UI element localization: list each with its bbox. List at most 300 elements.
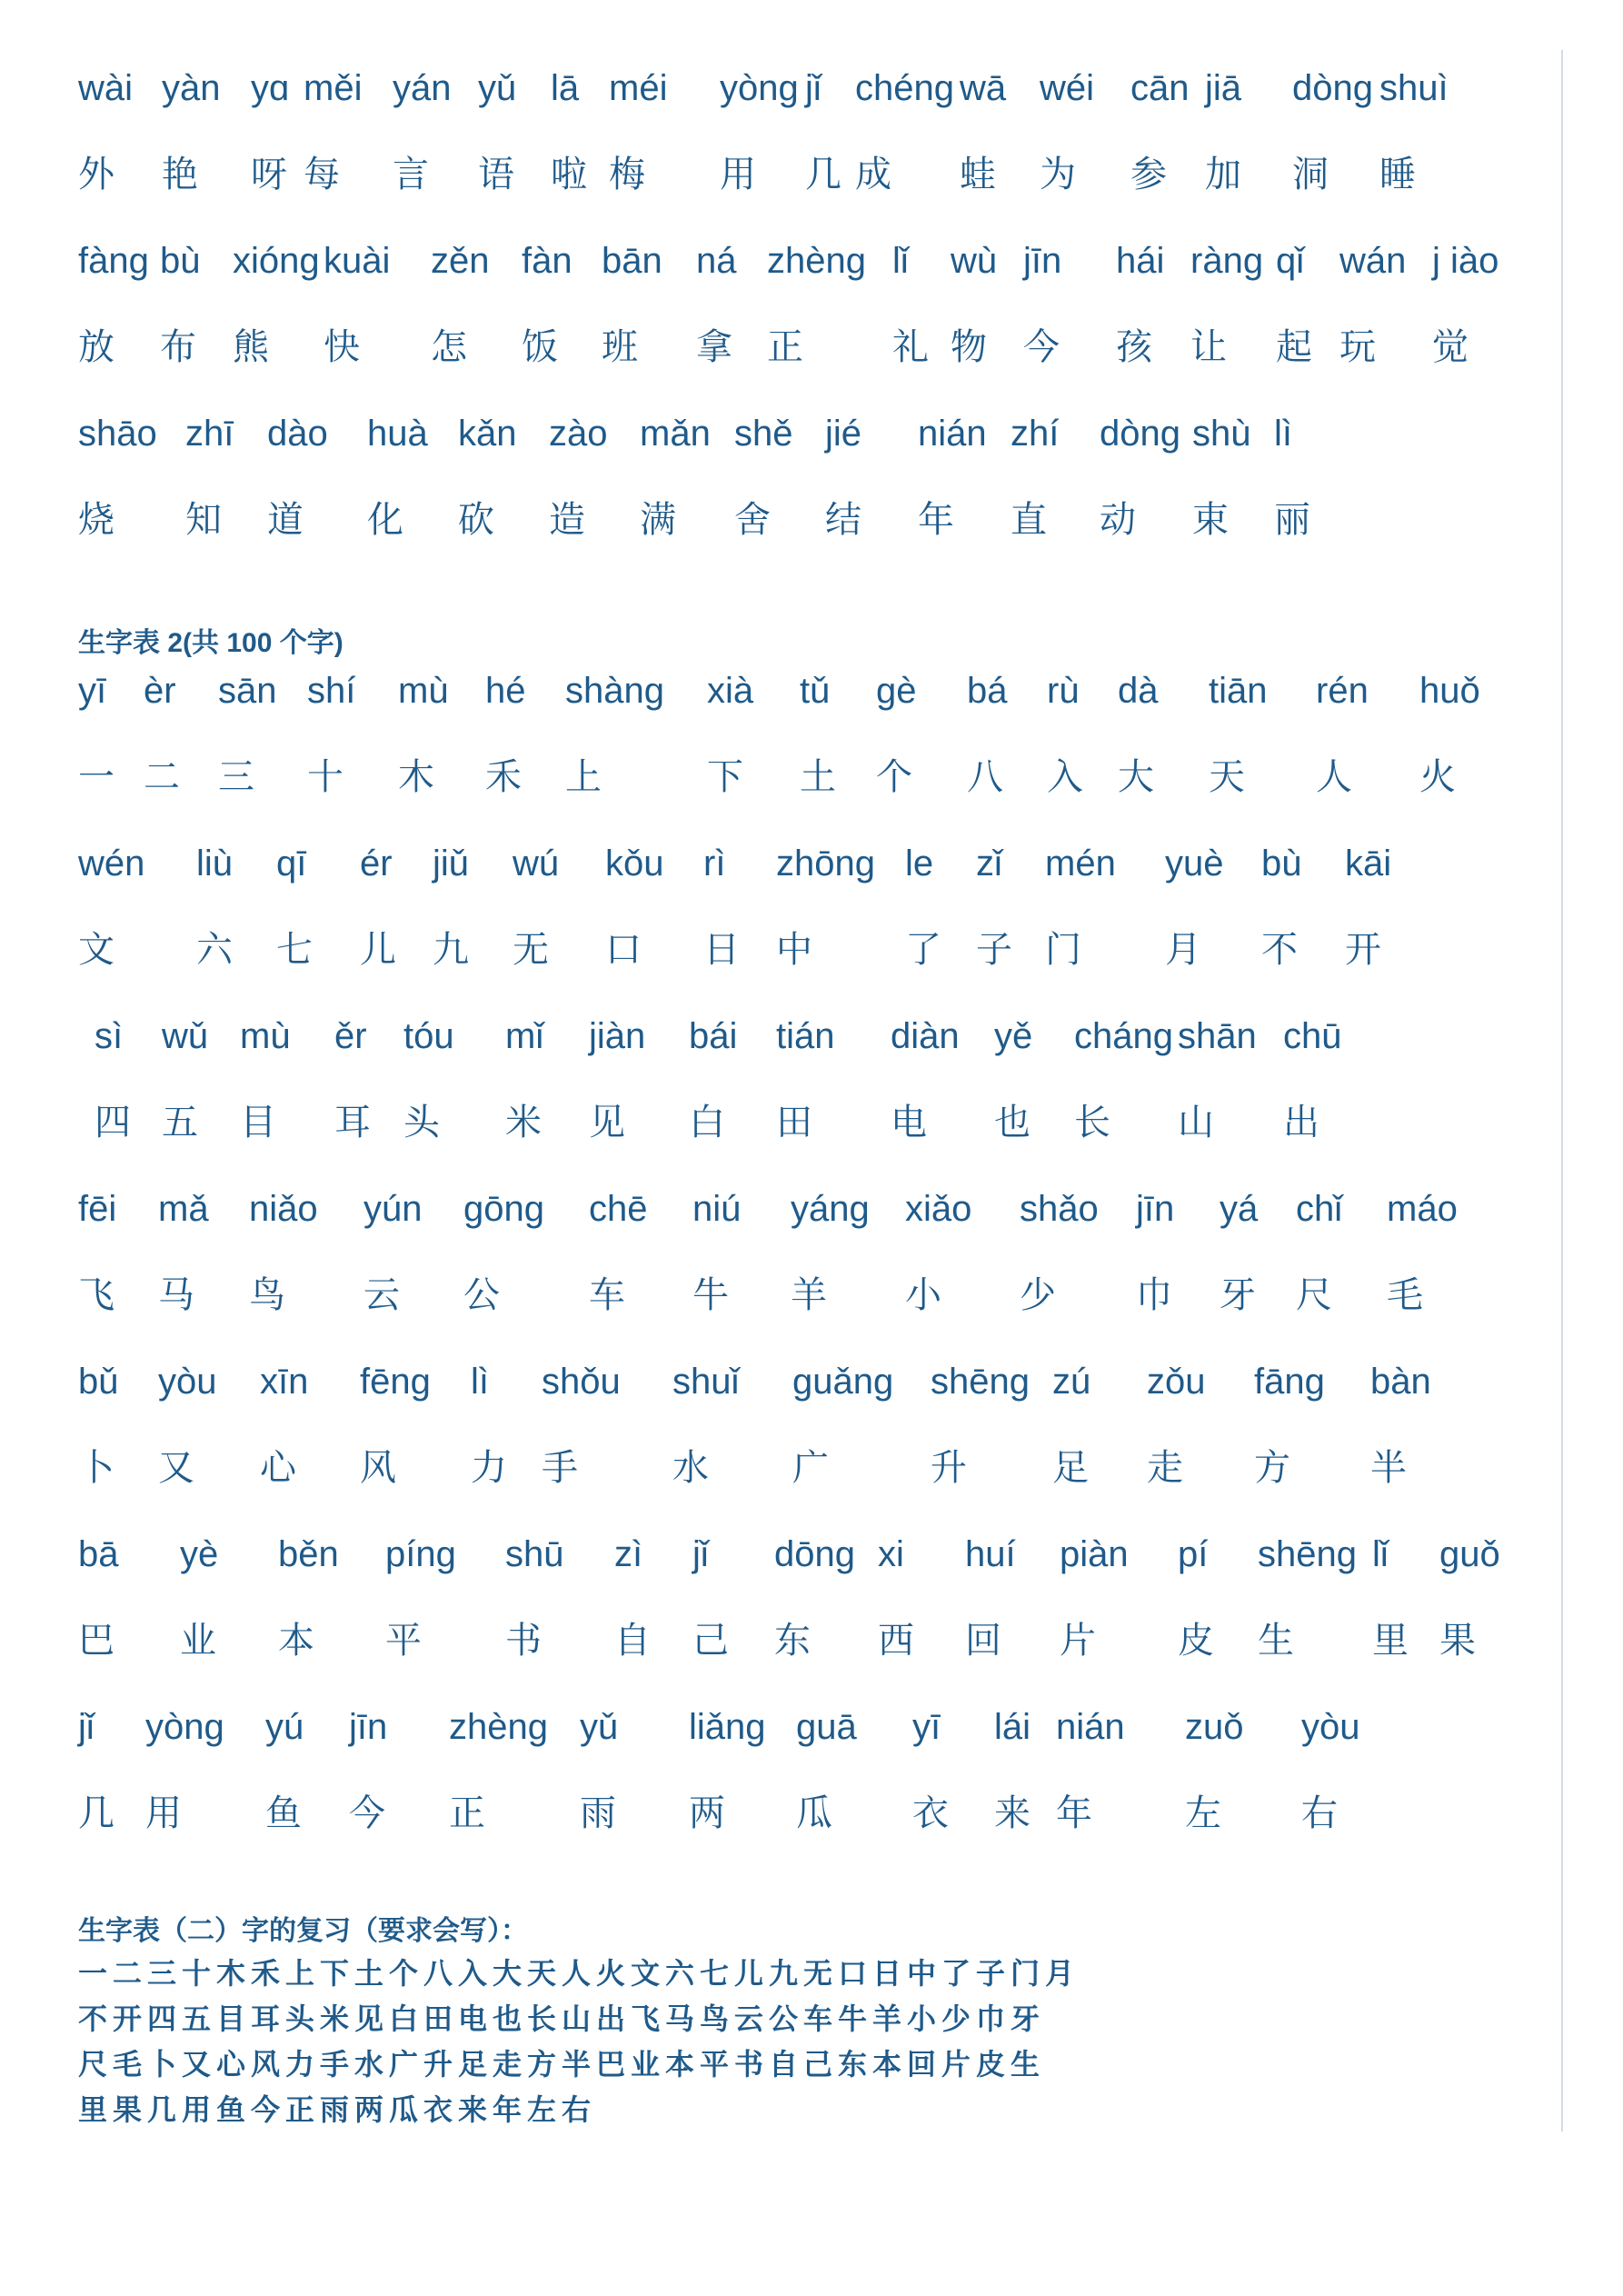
hanzi-character: 牛 <box>692 1274 729 1316</box>
hanzi-character: 束 <box>1192 499 1229 541</box>
hanzi-character: 今 <box>349 1792 385 1834</box>
hanzi-character: 见 <box>589 1102 625 1143</box>
pinyin-syllable: yè <box>180 1534 219 1574</box>
hanzi-character: 下 <box>707 756 743 798</box>
pinyin-syllable: wán <box>1339 241 1407 281</box>
hanzi-row <box>78 1771 1550 1857</box>
pinyin-syllable: zhí <box>1011 414 1060 454</box>
hanzi-character: 放 <box>78 326 115 368</box>
review-line: 一二三十木禾上下土个八入大天人火文六七儿九无口日中了子门月 <box>78 1956 1080 1991</box>
hanzi-character: 大 <box>1118 756 1154 798</box>
section-2-heading: 生字表 2(共 100 个字) <box>78 628 344 658</box>
pinyin-syllable: jǐ <box>692 1534 709 1574</box>
hanzi-character: 梅 <box>609 154 645 195</box>
pinyin-syllable: yú <box>265 1707 304 1747</box>
hanzi-character: 生 <box>1258 1620 1294 1662</box>
pinyin-syllable: wù <box>951 241 998 281</box>
pinyin-syllable: xióng <box>233 241 320 281</box>
hanzi-character: 班 <box>602 326 638 368</box>
hanzi-character: 三 <box>218 756 254 798</box>
hanzi-character: 四 <box>95 1102 131 1143</box>
hanzi-character: 羊 <box>791 1274 827 1316</box>
hanzi-character: 己 <box>692 1620 729 1662</box>
hanzi-character: 方 <box>1254 1447 1290 1489</box>
pinyin-syllable: měi <box>304 68 363 108</box>
pinyin-syllable: qǐ <box>1276 241 1305 281</box>
hanzi-character: 满 <box>640 499 676 541</box>
pinyin-syllable: ér <box>360 844 393 883</box>
pinyin-syllable: zhī <box>185 414 234 454</box>
pinyin-syllable: wǔ <box>162 1016 209 1056</box>
hanzi-character: 饭 <box>522 326 558 368</box>
pinyin-row <box>78 45 1550 132</box>
hanzi-character: 年 <box>918 499 954 541</box>
hanzi-character: 片 <box>1060 1620 1096 1662</box>
pinyin-row <box>78 821 1550 907</box>
hanzi-row <box>78 1598 1550 1684</box>
hanzi-character: 力 <box>471 1447 507 1489</box>
hanzi-character: 结 <box>825 499 861 541</box>
hanzi-character: 又 <box>158 1447 194 1489</box>
pinyin-syllable: cān <box>1130 68 1190 108</box>
pinyin-syllable: yòng <box>145 1707 224 1747</box>
pinyin-syllable: cháng <box>1074 1016 1173 1056</box>
pinyin-syllable: chū <box>1283 1016 1342 1056</box>
hanzi-character: 卜 <box>78 1447 115 1489</box>
pinyin-syllable: zǒu <box>1147 1362 1206 1402</box>
hanzi-character: 升 <box>931 1447 967 1489</box>
pinyin-syllable: hé <box>485 671 526 711</box>
hanzi-character: 飞 <box>78 1274 115 1316</box>
pinyin-syllable: bù <box>160 241 201 281</box>
hanzi-character: 入 <box>1047 756 1083 798</box>
hanzi-character: 田 <box>776 1102 812 1143</box>
hanzi-character: 成 <box>855 154 891 195</box>
pinyin-syllable: niú <box>692 1189 742 1229</box>
pinyin-syllable: huí <box>965 1534 1016 1574</box>
pinyin-syllable: yáng <box>791 1189 870 1229</box>
pinyin-syllable: yòu <box>158 1362 217 1402</box>
hanzi-character: 呀 <box>251 154 287 195</box>
pinyin-syllable: bá <box>967 671 1008 711</box>
pinyin-syllable: shàng <box>565 671 664 711</box>
pinyin-row <box>78 391 1550 477</box>
hanzi-character: 了 <box>905 929 941 971</box>
hanzi-row <box>78 304 1550 391</box>
review-line: 不开四五目耳头米见白田电也长山出飞马鸟云公车牛羊小少巾牙 <box>78 2002 1046 2036</box>
pinyin-row <box>78 1166 1550 1253</box>
pinyin-syllable: mén <box>1045 844 1116 883</box>
pinyin-syllable: tián <box>776 1016 835 1056</box>
hanzi-character: 为 <box>1040 154 1076 195</box>
pinyin-syllable: bān <box>602 241 662 281</box>
hanzi-character: 鱼 <box>265 1792 302 1834</box>
pinyin-syllable: tóu <box>403 1016 454 1056</box>
hanzi-character: 少 <box>1020 1274 1056 1316</box>
hanzi-character: 白 <box>689 1102 725 1143</box>
hanzi-character: 知 <box>185 499 222 541</box>
hanzi-character: 直 <box>1011 499 1047 541</box>
pinyin-syllable: lā <box>551 68 580 108</box>
pinyin-syllable: mǎ <box>158 1189 209 1229</box>
pinyin-syllable: pí <box>1178 1534 1209 1574</box>
pinyin-syllable: nián <box>918 414 987 454</box>
hanzi-character: 巾 <box>1136 1274 1172 1316</box>
pinyin-syllable: wā <box>960 68 1007 108</box>
hanzi-character: 公 <box>463 1274 500 1316</box>
pinyin-syllable: kāi <box>1345 844 1392 883</box>
hanzi-character: 巴 <box>78 1620 115 1662</box>
hanzi-character: 雨 <box>580 1792 616 1834</box>
review-line: 里果几用鱼今正雨两瓜衣来年左右 <box>78 2092 597 2127</box>
pinyin-syllable: j iào <box>1432 241 1499 281</box>
pinyin-syllable: zhōng <box>776 844 875 883</box>
review-line: 尺毛卜又心风力手水广升足走方半巴业本平书自己东本回片皮生 <box>78 2047 1046 2081</box>
hanzi-character: 蛙 <box>960 154 996 195</box>
pinyin-syllable: shí <box>307 671 356 711</box>
hanzi-character: 孩 <box>1116 326 1152 368</box>
hanzi-character: 礼 <box>892 326 929 368</box>
pinyin-syllable: guǎng <box>792 1362 894 1402</box>
hanzi-character: 无 <box>513 929 549 971</box>
hanzi-character: 舍 <box>734 499 771 541</box>
pinyin-syllable: rì <box>703 844 726 883</box>
hanzi-character: 几 <box>78 1792 115 1834</box>
pinyin-row <box>78 648 1550 734</box>
pinyin-syllable: běn <box>278 1534 339 1574</box>
pinyin-syllable: máo <box>1387 1189 1458 1229</box>
hanzi-character: 口 <box>605 929 642 971</box>
hanzi-character: 言 <box>393 154 429 195</box>
hanzi-character: 语 <box>478 154 514 195</box>
hanzi-character: 丽 <box>1274 499 1310 541</box>
page-edge-rule <box>1561 50 1563 2131</box>
hanzi-character: 左 <box>1185 1792 1221 1834</box>
hanzi-character: 加 <box>1205 154 1241 195</box>
hanzi-character: 十 <box>307 756 344 798</box>
hanzi-character: 砍 <box>458 499 494 541</box>
hanzi-character: 长 <box>1074 1102 1110 1143</box>
pinyin-syllable: shēng <box>931 1362 1030 1402</box>
hanzi-character: 用 <box>720 154 756 195</box>
hanzi-character: 化 <box>367 499 403 541</box>
pinyin-syllable: jǐ <box>78 1707 95 1747</box>
pinyin-syllable: bǔ <box>78 1362 119 1402</box>
hanzi-character: 用 <box>145 1792 182 1834</box>
pinyin-syllable: huǒ <box>1419 671 1480 711</box>
hanzi-character: 觉 <box>1432 326 1469 368</box>
pinyin-syllable: zào <box>549 414 608 454</box>
hanzi-character: 车 <box>589 1274 625 1316</box>
pinyin-syllable: liǎng <box>689 1707 766 1747</box>
hanzi-character: 布 <box>160 326 196 368</box>
pinyin-row <box>78 1684 1550 1771</box>
hanzi-row <box>78 1080 1550 1166</box>
pinyin-syllable: wài <box>78 68 134 108</box>
hanzi-character: 造 <box>549 499 585 541</box>
hanzi-character: 马 <box>158 1274 194 1316</box>
hanzi-character: 玩 <box>1339 326 1376 368</box>
hanzi-character: 皮 <box>1178 1620 1214 1662</box>
hanzi-character: 西 <box>878 1620 914 1662</box>
hanzi-character: 水 <box>672 1447 709 1489</box>
hanzi-character: 洞 <box>1292 154 1329 195</box>
pinyin-syllable: jié <box>825 414 862 454</box>
pinyin-syllable: zhèng <box>449 1707 548 1747</box>
hanzi-character: 个 <box>876 756 912 798</box>
review-heading: 生字表（二）字的复习（要求会写）： <box>78 1916 528 1946</box>
pinyin-syllable: fēng <box>360 1362 431 1402</box>
pinyin-syllable: gōng <box>463 1189 544 1229</box>
hanzi-character: 小 <box>905 1274 941 1316</box>
hanzi-character: 门 <box>1045 929 1081 971</box>
hanzi-character: 天 <box>1209 756 1245 798</box>
hanzi-character: 山 <box>1178 1102 1214 1143</box>
hanzi-character: 月 <box>1165 929 1201 971</box>
hanzi-character: 熊 <box>233 326 269 368</box>
hanzi-row <box>78 734 1550 821</box>
pinyin-syllable: jīn <box>349 1707 388 1747</box>
pinyin-syllable: mǐ <box>505 1016 544 1056</box>
hanzi-character: 来 <box>994 1792 1031 1834</box>
pinyin-syllable: yá <box>1220 1189 1259 1229</box>
hanzi-character: 火 <box>1419 756 1456 798</box>
hanzi-character: 目 <box>240 1102 276 1143</box>
pinyin-syllable: kǎn <box>458 414 517 454</box>
hanzi-character: 五 <box>162 1102 198 1143</box>
pinyin-syllable: fēi <box>78 1189 117 1229</box>
hanzi-character: 足 <box>1052 1447 1089 1489</box>
pinyin-syllable: xià <box>707 671 754 711</box>
pinyin-syllable: méi <box>609 68 668 108</box>
hanzi-row <box>78 1425 1550 1512</box>
pinyin-syllable: zǐ <box>976 844 1002 883</box>
hanzi-character: 云 <box>363 1274 400 1316</box>
pinyin-syllable: lǐ <box>1372 1534 1389 1574</box>
pinyin-syllable: shǒu <box>542 1362 621 1402</box>
pinyin-syllable: èr <box>144 671 176 711</box>
pinyin-syllable: sì <box>95 1016 124 1056</box>
hanzi-character: 禾 <box>485 756 522 798</box>
hanzi-character: 物 <box>951 326 987 368</box>
hanzi-character: 半 <box>1370 1447 1407 1489</box>
hanzi-character: 快 <box>324 326 360 368</box>
pinyin-row <box>78 993 1550 1080</box>
hanzi-character: 六 <box>196 929 233 971</box>
hanzi-character: 上 <box>565 756 602 798</box>
pinyin-syllable: ěr <box>334 1016 367 1056</box>
pinyin-syllable: jīn <box>1023 241 1062 281</box>
hanzi-character: 八 <box>967 756 1003 798</box>
hanzi-row <box>78 132 1550 218</box>
hanzi-character: 鸟 <box>249 1274 285 1316</box>
hanzi-character: 外 <box>78 154 115 195</box>
hanzi-character: 动 <box>1100 499 1136 541</box>
pinyin-syllable: jǐ <box>805 68 821 108</box>
hanzi-character: 怎 <box>431 326 467 368</box>
hanzi-character: 不 <box>1261 929 1298 971</box>
hanzi-character: 艳 <box>162 154 198 195</box>
pinyin-syllable: lǐ <box>892 241 909 281</box>
hanzi-character: 木 <box>398 756 434 798</box>
pinyin-syllable: bù <box>1261 844 1302 883</box>
hanzi-character: 年 <box>1056 1792 1092 1834</box>
pinyin-syllable: zhèng <box>767 241 866 281</box>
pinyin-syllable: yuè <box>1165 844 1224 883</box>
pinyin-syllable: chéng <box>855 68 954 108</box>
pinyin-syllable: yī <box>912 1707 941 1747</box>
pinyin-syllable: shū <box>505 1534 564 1574</box>
pinyin-syllable: zuǒ <box>1185 1707 1244 1747</box>
pinyin-syllable: shǎo <box>1020 1189 1099 1229</box>
hanzi-character: 中 <box>776 929 812 971</box>
pinyin-syllable: wén <box>78 844 145 883</box>
pinyin-syllable: sān <box>218 671 277 711</box>
pinyin-syllable: shān <box>1178 1016 1257 1056</box>
hanzi-character: 里 <box>1372 1620 1409 1662</box>
pinyin-syllable: lì <box>471 1362 489 1402</box>
pinyin-syllable: fàng <box>78 241 149 281</box>
hanzi-character: 二 <box>144 756 180 798</box>
pinyin-syllable: dòng <box>1100 414 1180 454</box>
pinyin-syllable: mù <box>398 671 449 711</box>
pinyin-syllable: ná <box>696 241 737 281</box>
pinyin-syllable: yě <box>994 1016 1033 1056</box>
pinyin-syllable: shuǐ <box>672 1362 740 1402</box>
hanzi-character: 拿 <box>696 326 732 368</box>
hanzi-character: 开 <box>1345 929 1381 971</box>
pinyin-syllable: guǒ <box>1439 1534 1500 1574</box>
hanzi-character: 几 <box>805 154 841 195</box>
pinyin-row <box>78 1339 1550 1425</box>
hanzi-character: 电 <box>891 1102 927 1143</box>
hanzi-character: 子 <box>976 929 1012 971</box>
pinyin-syllable: wú <box>513 844 560 883</box>
pinyin-syllable: yán <box>393 68 452 108</box>
hanzi-character: 毛 <box>1387 1274 1423 1316</box>
pinyin-syllable: rén <box>1316 671 1369 711</box>
hanzi-character: 出 <box>1283 1102 1319 1143</box>
pinyin-syllable: zú <box>1052 1362 1091 1402</box>
hanzi-character: 广 <box>792 1447 829 1489</box>
pinyin-syllable: shě <box>734 414 793 454</box>
hanzi-character: 啦 <box>551 154 587 195</box>
pinyin-syllable: jiǔ <box>433 844 470 883</box>
pinyin-syllable: shuì <box>1379 68 1449 108</box>
hanzi-character: 米 <box>505 1102 542 1143</box>
pinyin-syllable: píng <box>385 1534 456 1574</box>
pinyin-syllable: zì <box>614 1534 643 1574</box>
pinyin-syllable: shāo <box>78 414 157 454</box>
hanzi-character: 道 <box>267 499 304 541</box>
hanzi-character: 平 <box>385 1620 422 1662</box>
hanzi-character: 两 <box>689 1792 725 1834</box>
pinyin-syllable: bā <box>78 1534 119 1574</box>
pinyin-syllable: chǐ <box>1296 1189 1343 1229</box>
pinyin-syllable: dòng <box>1292 68 1373 108</box>
pinyin-syllable: bái <box>689 1016 738 1056</box>
pinyin-syllable: bàn <box>1370 1362 1431 1402</box>
hanzi-character: 走 <box>1147 1447 1183 1489</box>
hanzi-character: 风 <box>360 1447 396 1489</box>
hanzi-character: 今 <box>1023 326 1060 368</box>
hanzi-character: 书 <box>505 1620 542 1662</box>
hanzi-character: 九 <box>433 929 469 971</box>
hanzi-character: 头 <box>403 1102 440 1143</box>
pinyin-syllable: niǎo <box>249 1189 318 1229</box>
hanzi-character: 人 <box>1316 756 1352 798</box>
hanzi-character: 文 <box>78 929 115 971</box>
pinyin-syllable: piàn <box>1060 1534 1129 1574</box>
hanzi-character: 心 <box>260 1447 296 1489</box>
pinyin-syllable: yún <box>363 1189 423 1229</box>
hanzi-character: 衣 <box>912 1792 949 1834</box>
hanzi-character: 回 <box>965 1620 1001 1662</box>
hanzi-character: 本 <box>278 1620 314 1662</box>
pinyin-syllable: ràng <box>1190 241 1264 281</box>
pinyin-syllable: lái <box>994 1707 1031 1747</box>
hanzi-character: 也 <box>994 1102 1031 1143</box>
pinyin-syllable: jiā <box>1205 68 1242 108</box>
hanzi-character: 儿 <box>360 929 396 971</box>
hanzi-row <box>78 907 1550 993</box>
pinyin-syllable: le <box>905 844 934 883</box>
pinyin-syllable: mǎn <box>640 414 711 454</box>
pinyin-syllable: kǒu <box>605 844 664 883</box>
pinyin-syllable: liù <box>196 844 234 883</box>
hanzi-row <box>78 477 1550 564</box>
pinyin-syllable: dào <box>267 414 328 454</box>
pinyin-row <box>78 1512 1550 1598</box>
hanzi-row <box>78 1253 1550 1339</box>
pinyin-syllable: yàn <box>162 68 221 108</box>
pinyin-syllable: gè <box>876 671 917 711</box>
pinyin-syllable: nián <box>1056 1707 1125 1747</box>
pinyin-syllable: diàn <box>891 1016 960 1056</box>
pinyin-syllable: yī <box>78 671 107 711</box>
pinyin-syllable: wéi <box>1040 68 1095 108</box>
hanzi-character: 让 <box>1190 326 1227 368</box>
hanzi-character: 睡 <box>1379 154 1416 195</box>
pinyin-syllable: yǔ <box>580 1707 619 1747</box>
hanzi-character: 七 <box>276 929 313 971</box>
pinyin-syllable: huà <box>367 414 428 454</box>
pinyin-syllable: lì <box>1274 414 1292 454</box>
pinyin-syllable: xīn <box>260 1362 309 1402</box>
pinyin-syllable: jīn <box>1136 1189 1175 1229</box>
pinyin-row <box>78 218 1550 304</box>
pinyin-syllable: hái <box>1116 241 1165 281</box>
pinyin-syllable: dà <box>1118 671 1159 711</box>
hanzi-character: 一 <box>78 756 115 798</box>
hanzi-character: 耳 <box>334 1102 371 1143</box>
hanzi-character: 果 <box>1439 1620 1476 1662</box>
pinyin-syllable: shēng <box>1258 1534 1357 1574</box>
character-table-section-1 <box>78 45 1550 564</box>
pinyin-syllable: guā <box>796 1707 857 1747</box>
hanzi-character: 参 <box>1130 154 1167 195</box>
hanzi-character: 手 <box>542 1447 578 1489</box>
pinyin-syllable: qī <box>276 844 307 883</box>
pinyin-syllable: tǔ <box>800 671 831 711</box>
hanzi-character: 右 <box>1301 1792 1338 1834</box>
pinyin-syllable: tiān <box>1209 671 1268 711</box>
pinyin-syllable: yòu <box>1301 1707 1360 1747</box>
pinyin-syllable: dōng <box>774 1534 855 1574</box>
hanzi-character: 业 <box>180 1620 216 1662</box>
pinyin-syllable: yǔ <box>478 68 517 108</box>
pinyin-syllable: zěn <box>431 241 490 281</box>
